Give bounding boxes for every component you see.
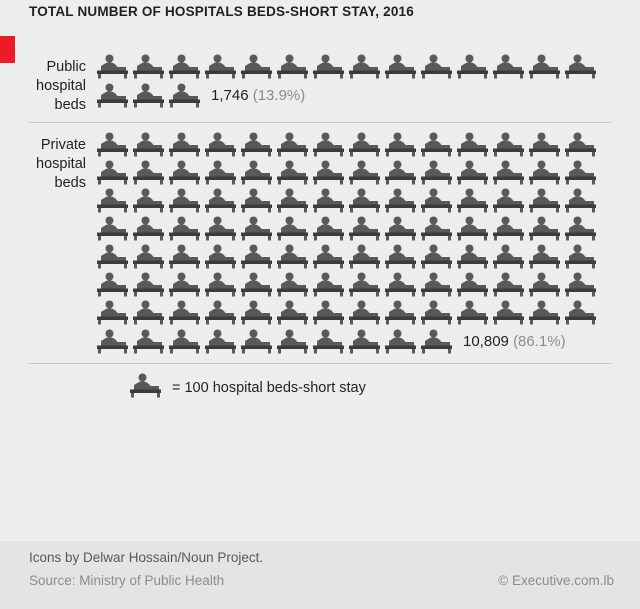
hospital-bed-icon: [456, 188, 489, 213]
hospital-bed-icon: [348, 244, 381, 269]
hospital-bed-icon: [168, 160, 201, 185]
series-label-private: [0, 130, 96, 193]
series-label-line-1: Public: [46, 59, 86, 75]
hospital-bed-icon: [384, 54, 417, 79]
hospital-bed-icon: [132, 132, 165, 157]
hospital-bed-icon: [132, 188, 165, 213]
hospital-bed-icon: [312, 132, 345, 157]
series-percent-public: (13.9%): [252, 86, 306, 104]
icon-row: [96, 214, 640, 242]
footer: [0, 541, 640, 609]
hospital-bed-icon: [420, 188, 453, 213]
hospital-bed-icon: [384, 132, 417, 157]
hospital-bed-icon: [384, 188, 417, 213]
hospital-bed-icon: [132, 83, 165, 108]
value-row-public: [96, 80, 640, 110]
hospital-bed-icon: [348, 160, 381, 185]
hospital-bed-icon: [204, 329, 237, 354]
hospital-bed-icon: [528, 300, 561, 325]
hospital-bed-icon: [348, 188, 381, 213]
icon-row-public-partial: [96, 83, 204, 108]
value-row-private: [96, 326, 640, 356]
hospital-bed-icon: [276, 244, 309, 269]
hospital-bed-icon: [528, 54, 561, 79]
hospital-bed-icon: [492, 216, 525, 241]
series-group-public: [0, 52, 640, 115]
hospital-bed-icon: [276, 216, 309, 241]
divider-1: [29, 122, 611, 123]
hospital-bed-icon: [384, 160, 417, 185]
hospital-bed-icon: [168, 300, 201, 325]
hospital-bed-icon: [132, 329, 165, 354]
hospital-bed-icon: [420, 54, 453, 79]
icon-field-public: [96, 52, 640, 110]
hospital-bed-icon: [312, 216, 345, 241]
hospital-bed-icon: [384, 329, 417, 354]
hospital-bed-icon: [528, 272, 561, 297]
hospital-bed-icon: [348, 272, 381, 297]
hospital-bed-icon: [96, 272, 129, 297]
icon-row: [96, 130, 640, 158]
icon-rows-private: [96, 130, 640, 326]
hospital-bed-icon: [276, 272, 309, 297]
hospital-bed-icon: [564, 132, 597, 157]
hospital-bed-icon: [456, 244, 489, 269]
hospital-bed-icon: [384, 216, 417, 241]
hospital-bed-icon: [168, 216, 201, 241]
icon-row: [96, 186, 640, 214]
footer-source: Source: Ministry of Public Health: [29, 573, 225, 588]
series-label-line-2: hospital: [36, 156, 86, 172]
hospital-bed-icon: [420, 216, 453, 241]
hospital-bed-icon: [129, 373, 165, 403]
header: [0, 0, 640, 36]
hospital-bed-icon: [564, 300, 597, 325]
page-title: TOTAL NUMBER OF HOSPITALS BEDS-SHORT STAY, 2016: [29, 4, 414, 19]
hospital-bed-icon: [96, 160, 129, 185]
hospital-bed-icon: [420, 244, 453, 269]
hospital-bed-icon: [204, 272, 237, 297]
hospital-bed-icon: [96, 329, 129, 354]
hospital-bed-icon: [204, 216, 237, 241]
hospital-bed-icon: [168, 272, 201, 297]
hospital-bed-icon: [96, 54, 129, 79]
hospital-bed-icon: [456, 160, 489, 185]
hospital-bed-icon: [420, 300, 453, 325]
hospital-bed-icon: [312, 329, 345, 354]
legend-label: = 100 hospital beds-short stay: [172, 380, 366, 396]
hospital-bed-icon: [564, 272, 597, 297]
hospital-bed-icon: [420, 160, 453, 185]
hospital-bed-icon: [456, 272, 489, 297]
series-label-line-2: hospital: [36, 78, 86, 94]
hospital-bed-icon: [312, 300, 345, 325]
hospital-bed-icon: [204, 188, 237, 213]
hospital-bed-icon: [492, 160, 525, 185]
hospital-bed-icon: [528, 244, 561, 269]
hospital-bed-icon: [240, 188, 273, 213]
legend: [0, 371, 640, 405]
hospital-bed-icon: [96, 300, 129, 325]
hospital-bed-icon: [312, 160, 345, 185]
hospital-bed-icon: [168, 132, 201, 157]
hospital-bed-icon: [528, 132, 561, 157]
hospital-bed-icon: [420, 132, 453, 157]
hospital-bed-icon: [204, 300, 237, 325]
hospital-bed-icon: [276, 54, 309, 79]
hospital-bed-icon: [240, 216, 273, 241]
hospital-bed-icon: [348, 329, 381, 354]
hospital-bed-icon: [528, 216, 561, 241]
hospital-bed-icon: [456, 54, 489, 79]
hospital-bed-icon: [456, 300, 489, 325]
hospital-bed-icon: [384, 244, 417, 269]
hospital-bed-icon: [276, 188, 309, 213]
hospital-bed-icon: [348, 300, 381, 325]
hospital-bed-icon: [129, 373, 162, 398]
series-label-line-1: Private: [40, 137, 86, 153]
hospital-bed-icon: [564, 244, 597, 269]
hospital-bed-icon: [168, 54, 201, 79]
hospital-bed-icon: [348, 132, 381, 157]
hospital-bed-icon: [564, 160, 597, 185]
hospital-bed-icon: [168, 83, 201, 108]
hospital-bed-icon: [132, 244, 165, 269]
hospital-bed-icon: [564, 216, 597, 241]
hospital-bed-icon: [240, 160, 273, 185]
hospital-bed-icon: [492, 132, 525, 157]
footer-brand: © Executive.com.lb: [498, 573, 614, 588]
icon-field-private: [96, 130, 640, 356]
hospital-bed-icon: [96, 188, 129, 213]
series-percent-private: (86.1%): [513, 332, 566, 350]
hospital-bed-icon: [132, 272, 165, 297]
icon-row: [96, 158, 640, 186]
icon-row-private-partial: [96, 329, 456, 354]
hospital-bed-icon: [240, 300, 273, 325]
hospital-bed-icon: [168, 329, 201, 354]
hospital-bed-icon: [312, 54, 345, 79]
hospital-bed-icon: [528, 160, 561, 185]
hospital-bed-icon: [564, 188, 597, 213]
hospital-bed-icon: [204, 132, 237, 157]
hospital-bed-icon: [204, 54, 237, 79]
hospital-bed-icon: [492, 54, 525, 79]
hospital-bed-icon: [240, 244, 273, 269]
hospital-bed-icon: [276, 132, 309, 157]
icon-rows-public: [96, 52, 640, 80]
hospital-bed-icon: [276, 300, 309, 325]
hospital-bed-icon: [240, 329, 273, 354]
hospital-bed-icon: [96, 132, 129, 157]
hospital-bed-icon: [384, 272, 417, 297]
icon-row: [96, 270, 640, 298]
hospital-bed-icon: [204, 160, 237, 185]
hospital-bed-icon: [168, 188, 201, 213]
series-value-number-private: 10,809: [463, 332, 509, 350]
hospital-bed-icon: [528, 188, 561, 213]
hospital-bed-icon: [168, 244, 201, 269]
hospital-bed-icon: [420, 272, 453, 297]
hospital-bed-icon: [132, 160, 165, 185]
hospital-bed-icon: [276, 160, 309, 185]
hospital-bed-icon: [456, 132, 489, 157]
hospital-bed-icon: [240, 54, 273, 79]
series-label-line-3: beds: [54, 175, 86, 191]
series-label-public: [0, 52, 96, 115]
hospital-bed-icon: [492, 244, 525, 269]
pictogram-chart: [0, 52, 640, 405]
series-value-public: [211, 87, 305, 104]
hospital-bed-icon: [96, 244, 129, 269]
hospital-bed-icon: [312, 244, 345, 269]
hospital-bed-icon: [240, 132, 273, 157]
divider-2: [29, 363, 611, 364]
series-value-private: [463, 333, 566, 350]
hospital-bed-icon: [312, 272, 345, 297]
series-label-line-3: beds: [54, 97, 86, 113]
hospital-bed-icon: [348, 216, 381, 241]
series-group-private: [0, 130, 640, 356]
hospital-bed-icon: [348, 54, 381, 79]
icon-row: [96, 242, 640, 270]
hospital-bed-icon: [456, 216, 489, 241]
footer-credit: Icons by Delwar Hossain/Noun Project.: [29, 550, 264, 565]
hospital-bed-icon: [204, 244, 237, 269]
hospital-bed-icon: [96, 83, 129, 108]
hospital-bed-icon: [132, 54, 165, 79]
hospital-bed-icon: [276, 329, 309, 354]
hospital-bed-icon: [564, 54, 597, 79]
hospital-bed-icon: [384, 300, 417, 325]
hospital-bed-icon: [312, 188, 345, 213]
hospital-bed-icon: [240, 272, 273, 297]
hospital-bed-icon: [492, 272, 525, 297]
series-value-number-public: 1,746: [211, 86, 249, 104]
hospital-bed-icon: [96, 216, 129, 241]
icon-row: [96, 298, 640, 326]
hospital-bed-icon: [492, 188, 525, 213]
hospital-bed-icon: [132, 300, 165, 325]
hospital-bed-icon: [420, 329, 453, 354]
hospital-bed-icon: [492, 300, 525, 325]
icon-row: [96, 52, 640, 80]
hospital-bed-icon: [132, 216, 165, 241]
